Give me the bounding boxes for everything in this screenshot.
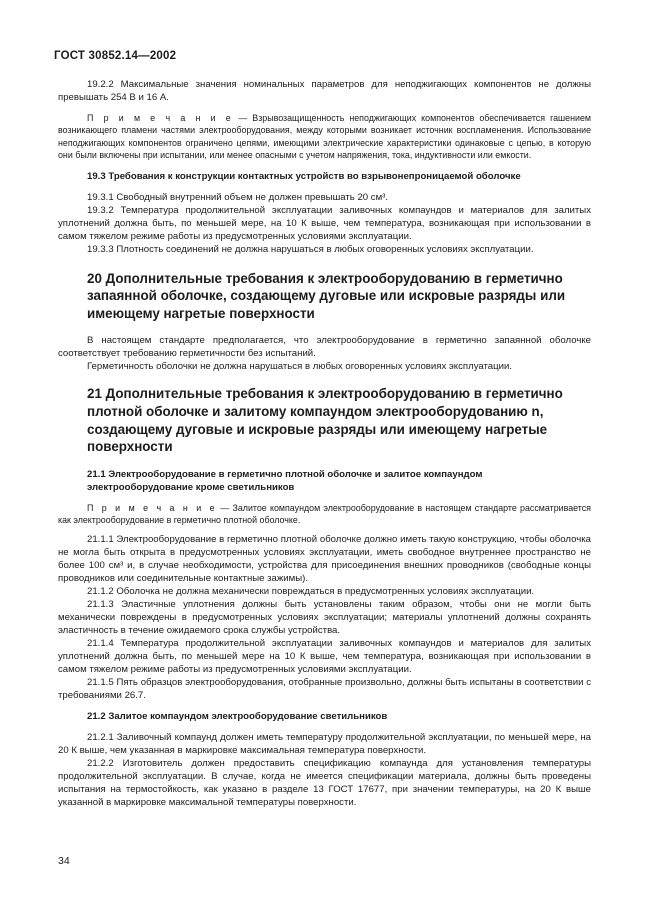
subsection-19-3-title: 19.3 Требования к конструкции контактных устройств во взрывонепроницаемой оболочке [87, 170, 521, 182]
subsection-21-2-title: 21.2 Залитое компаундом электрооборудование светильников [87, 710, 388, 722]
note-text: — Взрывозащищенность неподжигающих компонентов обеспечивается гашением возникающего пламени частями электрооборудования, между которыми возникает источник воспламенения. Использование неподжигающих компонентов ограничено цепями, имеющими электрические характеристики одинаковые с цепью, в которую они были включены при испытании, или менее опасными с учетом напряжения, тока, индуктивности или емкости. [58, 113, 591, 161]
paragraph-21-2-1: 21.2.1 Заливочный компаунд должен иметь температуру продолжительной эксплуатации, по меньшей мере, на 20 К выше, чем указанная в маркировке максимальная температура поверхности. [58, 731, 591, 756]
paragraph-21-1-5: 21.1.5 Пять образцов электрооборудования, отобранные произвольно, должны быть испытаны в соответствии с требованиями 26.7. [58, 676, 591, 701]
paragraph-21-1-4: 21.1.4 Температура продолжительной эксплуатации заливочных компаундов и материалов для залитых уплотнений должна быть, по меньшей мере на 10 К выше, чем температура, возникающая при использовании в самом тяжелом режиме работы из предусмотренных условиями эксплуатации. [58, 637, 591, 675]
subsection-21-1-title: 21.1 Электрооборудование в герметично плотной оболочке и залитое компаундом электрооборудование кроме светильников [87, 468, 483, 493]
note-21-1 [58, 502, 591, 527]
paragraph-19-2-2: 19.2.2 Максимальные значения номинальных параметров для неподжигающих компонентов не должны превышать 254 В и 16 А. [58, 79, 591, 103]
paragraph-20-1: В настоящем стандарте предполагается, что электрооборудование в герметично запаянной оболочке соответствует требованию герметичности без испытаний. [58, 335, 591, 360]
section-20-title: 20 Дополнительные требования к электрооборудованию в герметично запаянной оболочке, создающему дуговые или искровые разряды или имеющему нагретые поверхности [87, 270, 566, 321]
note-label: П р и м е ч а н и е [87, 502, 218, 513]
document-body [58, 78, 591, 809]
document-header: ГОСТ 30852.14—2002 [54, 50, 177, 62]
paragraph-19-3-2: 19.3.2 Температура продолжительной эксплуатации заливочных компаундов и материалов для залитых уплотнений должна быть, по меньшей мере, на 10 К выше, чем температура, возникающая при использовании в самом тяжелом режиме работы из предусмотренных условиями эксплуатации. [58, 204, 591, 242]
note-text: — Залитое компаундом электрооборудование в настоящем стандарте рассматривается как электрооборудование в герметично плотной оболочке. [58, 502, 591, 526]
paragraph-21-1-3: 21.1.3 Эластичные уплотнения должны быть установлены таким образом, чтобы они не могли быть механически повреждены в предусмотренных условиях эксплуатации; материалы уплотнений должны сохранять эластичность в течение ожидаемого срока службы устройства. [58, 598, 591, 636]
paragraph-21-1-1: 21.1.1 Электрооборудование в герметично плотной оболочке должно иметь такую конструкцию, чтобы оболочка не могла быть открыта в предусмотренных условиях эксплуатации, иметь свободное внутреннее пространство не более 100 см³ и, в случае необходимости, устройства для присоединения внешних проводников (свободные концы проводников или соединительные контактные зажимы). [58, 533, 591, 584]
paragraph-21-1-2: 21.1.2 Оболочка не должна механически повреждаться в предусмотренных условиях эксплуатации. [87, 585, 535, 597]
paragraph-21-2-2: 21.2.2 Изготовитель должен предоставить спецификацию компаунда для установления температуры продолжительной эксплуатации. В случае, когда не имеется спецификации материала, должны быть проведены испытания на термостойкость, как указано в разделе 13 ГОСТ 17677, при значении температуры, на 20 К выше указанной в маркировке максимальной температуры поверхности. [58, 757, 591, 808]
paragraph-20-2: Герметичность оболочки не должна нарушаться в любых оговоренных условиях эксплуатации. [87, 361, 513, 373]
note-label: П р и м е ч а н и е [87, 113, 234, 123]
note-19 [58, 112, 591, 162]
paragraph-19-3-1: 19.3.1 Свободный внутренний объем не должен превышать 20 см³. [87, 191, 389, 203]
section-21-title: 21 Дополнительные требования к электрооборудованию в герметично плотной оболочке и залитому компаундом электрооборудованию n, создающему дуговые и искровые разряды или имеющему нагретые поверхности [87, 386, 563, 455]
paragraph-19-3-3: 19.3.3 Плотность соединений не должна нарушаться в любых оговоренных условиях эксплуатации. [87, 243, 534, 255]
page-number: 34 [58, 855, 70, 867]
